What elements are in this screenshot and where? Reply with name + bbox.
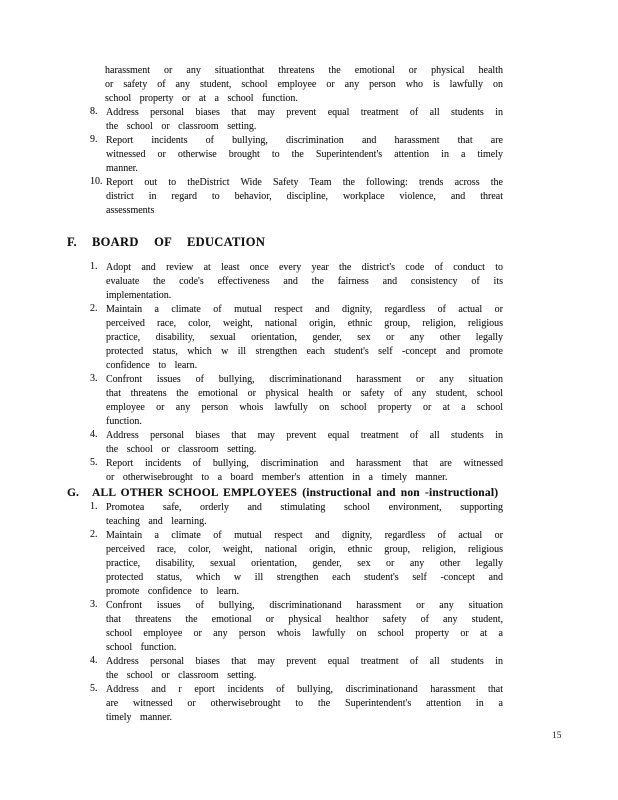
list-item-number: 10. xyxy=(90,176,103,187)
text-line: employee or any person whois lawfully on school property or at a school xyxy=(106,402,503,413)
text-line: Report incidents of bullying, discrimination and harassment that are witnessed xyxy=(106,458,503,469)
list-item xyxy=(90,429,503,457)
list-item-text xyxy=(106,176,503,218)
list-item-number: 5. xyxy=(90,457,98,468)
text-line: the school or classroom setting. xyxy=(106,121,257,132)
list-item xyxy=(90,529,503,599)
section-heading-f xyxy=(67,235,265,250)
section-title: ALL OTHER SCHOOL EMPLOYEES (instructional and non -instructional) xyxy=(92,487,499,499)
text-line: Promotea safe, orderly and stimulating school environment, supporting xyxy=(106,502,503,513)
text-line: timely manner. xyxy=(106,712,172,723)
section-g-list xyxy=(90,501,503,725)
top-numbered-list xyxy=(90,64,503,218)
list-item-text xyxy=(106,655,503,683)
text-line: promote confidence to learn. xyxy=(106,586,239,597)
list-item-number: 4. xyxy=(90,655,98,666)
text-line: Report out to theDistrict Wide Safety Team the following: trends across the xyxy=(106,177,503,188)
text-line: implementation. xyxy=(106,290,172,301)
text-line: Adopt and review at least once every year the district's code of conduct to xyxy=(106,262,503,273)
text-line: are witnessed or otherwisebrought to the Superintendent's attention in a xyxy=(106,698,503,709)
list-item-number: 3. xyxy=(90,373,98,384)
text-line: that threatens the emotional or physical health or safety of any student, school xyxy=(106,388,503,399)
text-line: district in regard to behavior, discipline, workplace violence, and threat xyxy=(106,191,503,202)
text-line: manner. xyxy=(106,163,138,174)
text-line: Confront issues of bullying, discriminationand harassment or any situation xyxy=(106,600,503,611)
list-item-text xyxy=(106,501,503,529)
list-item-text xyxy=(106,599,503,655)
list-item-number: 2. xyxy=(90,303,98,314)
list-item-text xyxy=(106,261,503,303)
text-line: Confront issues of bullying, discriminationand harassment or any situation xyxy=(106,374,503,385)
text-line: or safety of any student, school employee or any person who is lawfully on xyxy=(105,79,503,90)
text-line: school function. xyxy=(106,642,177,653)
list-item xyxy=(90,261,503,303)
text-line: teaching and learning. xyxy=(106,516,207,527)
text-line: school property or at a school function. xyxy=(105,93,298,104)
text-line: protected status, which w ill strengthen each student's self -concept and promote xyxy=(106,346,503,357)
list-item-text xyxy=(106,303,503,373)
text-line: Report incidents of bullying, discrimination and harassment that are xyxy=(106,135,503,146)
text-line: Maintain a climate of mutual respect and dignity, regardless of actual or xyxy=(106,304,503,315)
list-item-text xyxy=(106,529,503,599)
text-line: function. xyxy=(106,416,142,427)
list-item-number: 4. xyxy=(90,429,98,440)
list-item-number: 3. xyxy=(90,599,98,610)
text-line: Address and r eport incidents of bullying, discriminationand harassment that xyxy=(106,684,503,695)
list-item-number: 1. xyxy=(90,501,98,512)
text-line: perceived race, color, weight, national origin, ethnic group, religion, religious xyxy=(106,318,503,329)
text-line: perceived race, color, weight, national origin, ethnic group, religion, religious xyxy=(106,544,503,555)
paragraph-continuation xyxy=(105,64,503,106)
list-item xyxy=(90,134,503,176)
text-line: assessments xyxy=(106,205,155,216)
list-item-number: 1. xyxy=(90,261,98,272)
list-item xyxy=(90,501,503,529)
text-line: school employee or any person whois lawfully on school property or at a xyxy=(106,628,503,639)
list-item-text xyxy=(106,429,503,457)
section-title: BOARD OF EDUCATION xyxy=(92,235,266,249)
text-line: practice, disability, sexual orientation, gender, sex or any other legally xyxy=(106,332,503,343)
text-line: confidence to learn. xyxy=(106,360,198,371)
list-item-text xyxy=(106,373,503,429)
list-item-number: 5. xyxy=(90,683,98,694)
list-item xyxy=(90,683,503,725)
text-line: the school or classroom setting. xyxy=(106,444,257,455)
list-item-text xyxy=(106,106,503,134)
text-line: evaluate the code's effectiveness and the fairness and consistency of its xyxy=(106,276,503,287)
text-line: Address personal biases that may prevent equal treatment of all students in xyxy=(106,430,503,441)
text-line: that threatens the emotional or physical healthor safety of any student, xyxy=(106,614,503,625)
list-item-number: 2. xyxy=(90,529,98,540)
list-item xyxy=(90,655,503,683)
section-f-list xyxy=(90,261,503,485)
list-item xyxy=(90,106,503,134)
text-line: Address personal biases that may prevent equal treatment of all students in xyxy=(106,656,503,667)
list-item-number: 8. xyxy=(90,106,98,117)
text-line: practice, disability, sexual orientation, gender, sex or any other legally xyxy=(106,558,503,569)
list-item xyxy=(90,457,503,485)
section-letter: F. xyxy=(67,235,77,249)
section-heading-g xyxy=(67,487,498,499)
list-item xyxy=(90,176,503,218)
list-item xyxy=(90,303,503,373)
list-item-text xyxy=(106,134,503,176)
text-line: witnessed or otherwise brought to the Superintendent's attention in a timely xyxy=(106,149,503,160)
text-line: harassment or any situationthat threatens the emotional or physical health xyxy=(105,65,503,76)
page-number: 15 xyxy=(552,731,562,741)
list-item-text xyxy=(106,457,503,485)
section-letter: G. xyxy=(67,487,79,499)
text-line: protected status, which w ill strengthen each student's self -concept and xyxy=(106,572,503,583)
text-line: the school or classroom setting. xyxy=(106,670,257,681)
list-item-number: 9. xyxy=(90,134,98,145)
text-line: Address personal biases that may prevent equal treatment of all students in xyxy=(106,107,503,118)
list-item-text xyxy=(106,683,503,725)
text-line: or otherwisebrought to a board member's attention in a timely manner. xyxy=(106,472,448,483)
list-item xyxy=(90,373,503,429)
list-item xyxy=(90,599,503,655)
text-line: Maintain a climate of mutual respect and dignity, regardless of actual or xyxy=(106,530,503,541)
